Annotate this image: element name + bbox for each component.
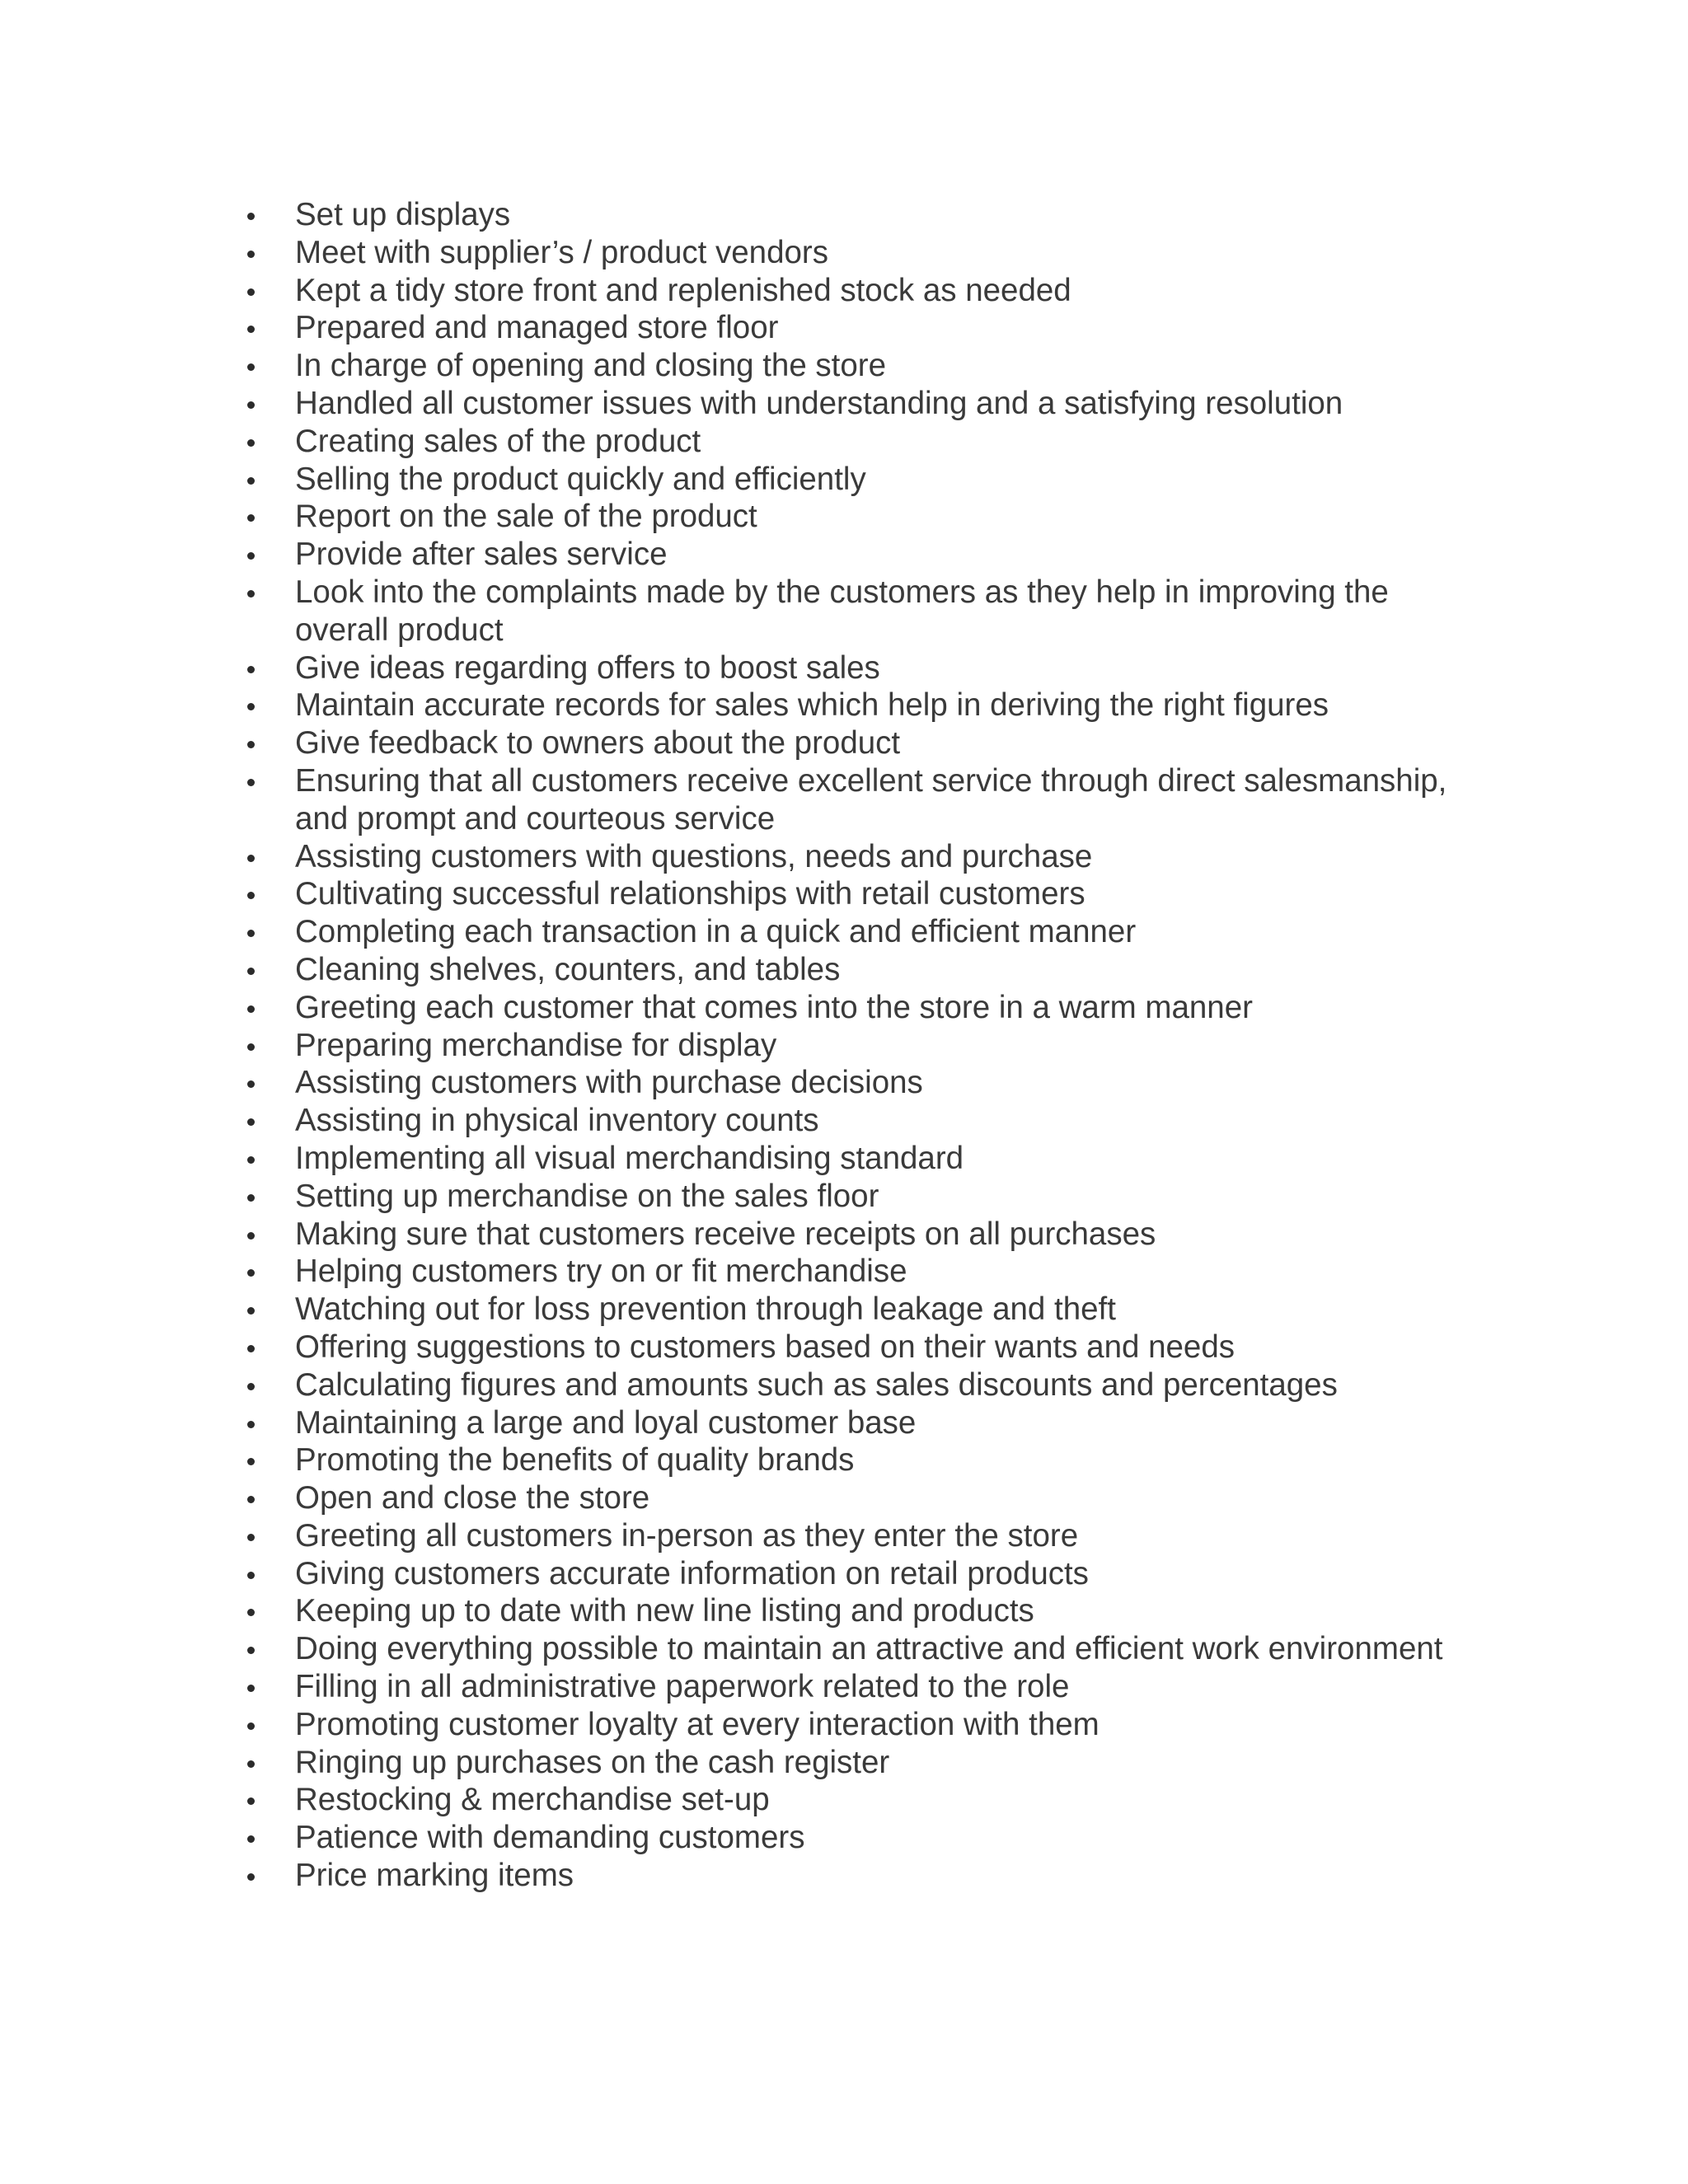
list-item-text: Ensuring that all customers receive excellent service through direct salesmanship, and prompt and courteous service — [295, 762, 1447, 837]
list-item — [241, 1102, 1477, 1140]
list-item-text: Assisting customers with purchase decisions — [295, 1065, 923, 1101]
list-item — [241, 1668, 1477, 1706]
list-item-text: Offering suggestions to customers based on their wants and needs — [295, 1329, 1235, 1365]
list-item — [241, 1706, 1477, 1744]
list-item-text: Open and close the store — [295, 1480, 650, 1516]
list-item-text: Selling the product quickly and efficiently — [295, 461, 866, 497]
list-item-text: Prepared and managed store floor — [295, 310, 779, 346]
list-item — [241, 913, 1477, 951]
bullet-icon — [247, 1534, 255, 1541]
list-item-text: In charge of opening and closing the store — [295, 348, 887, 384]
bullet-icon — [247, 1194, 255, 1202]
list-item-text: Promoting the benefits of quality brands — [295, 1442, 855, 1479]
list-item-text: Look into the complaints made by the customers as they help in improving the overall product — [295, 574, 1389, 648]
list-item-text: Price marking items — [295, 1858, 574, 1894]
list-item-text: Cleaning shelves, counters, and tables — [295, 951, 841, 987]
bullet-icon — [247, 213, 255, 220]
bullet-icon — [247, 1118, 255, 1126]
list-item-text: Promoting customer loyalty at every interaction with them — [295, 1706, 1100, 1742]
list-item-text: Implementing all visual merchandising standard — [295, 1140, 964, 1176]
list-item — [241, 1329, 1477, 1366]
bullet-icon — [247, 855, 255, 862]
list-item — [241, 1441, 1477, 1479]
list-item — [241, 1630, 1477, 1668]
list-item-text: Keeping up to date with new line listing and products — [295, 1593, 1034, 1629]
list-item-text: Set up displays — [295, 197, 511, 232]
list-item — [241, 574, 1477, 649]
list-item — [241, 1291, 1477, 1329]
list-item-text: Maintaining a large and loyal customer base — [295, 1404, 917, 1441]
list-item — [241, 423, 1477, 461]
list-item — [241, 1819, 1477, 1857]
list-item-text: Greeting each customer that comes into the store in a warm manner — [295, 989, 1253, 1025]
list-item-text: Setting up merchandise on the sales floor — [295, 1178, 879, 1214]
list-item — [241, 196, 1477, 234]
list-item-text: Restocking & merchandise set-up — [295, 1782, 770, 1818]
list-item-text: Preparing merchandise for display — [295, 1027, 777, 1063]
bullet-icon — [247, 892, 255, 899]
list-item — [241, 762, 1477, 838]
list-item — [241, 724, 1477, 762]
list-item — [241, 234, 1477, 272]
list-item — [241, 347, 1477, 385]
list-item — [241, 1064, 1477, 1102]
bullet-icon — [247, 703, 255, 710]
bullet-icon — [247, 1005, 255, 1013]
list-item-text: Helping customers try on or fit merchandise — [295, 1254, 907, 1290]
list-item — [241, 1178, 1477, 1216]
list-item-text: Greeting all customers in-person as they enter the store — [295, 1517, 1079, 1554]
bullet-icon — [247, 1080, 255, 1088]
bullet-icon — [247, 666, 255, 673]
duties-bullet-list — [241, 196, 1477, 1895]
list-item-text: Calculating figures and amounts such as sales discounts and percentages — [295, 1366, 1338, 1403]
list-item-text: Handled all customer issues with understanding and a satisfying resolution — [295, 385, 1343, 421]
list-item — [241, 1404, 1477, 1442]
list-item — [241, 1857, 1477, 1895]
list-item-text: Give ideas regarding offers to boost sales — [295, 649, 880, 686]
bullet-icon — [247, 968, 255, 975]
bullet-icon — [247, 1232, 255, 1240]
list-item — [241, 1517, 1477, 1555]
list-item-text: Provide after sales service — [295, 537, 668, 573]
bullet-icon — [247, 326, 255, 333]
list-item-text: Making sure that customers receive receipts on all purchases — [295, 1216, 1156, 1252]
list-item-text: Watching out for loss prevention through leakage and theft — [295, 1291, 1116, 1328]
bullet-icon — [247, 1685, 255, 1692]
bullet-icon — [247, 363, 255, 371]
list-item — [241, 461, 1477, 499]
list-item-text: Report on the sale of the product — [295, 499, 757, 535]
list-item-text: Giving customers accurate information on retail products — [295, 1555, 1089, 1591]
list-item — [241, 1744, 1477, 1782]
list-item — [241, 536, 1477, 574]
bullet-icon — [247, 741, 255, 748]
list-item — [241, 1027, 1477, 1065]
list-item — [241, 838, 1477, 876]
bullet-icon — [247, 1458, 255, 1465]
list-item-text: Completing each transaction in a quick and efficient manner — [295, 914, 1137, 950]
bullet-icon — [247, 1496, 255, 1503]
list-item-text: Kept a tidy store front and replenished stock as needed — [295, 272, 1071, 308]
list-item — [241, 951, 1477, 989]
bullet-icon — [247, 1383, 255, 1390]
list-item — [241, 649, 1477, 687]
list-item — [241, 1253, 1477, 1291]
bullet-icon — [247, 439, 255, 447]
bullet-icon — [247, 1269, 255, 1277]
list-item — [241, 989, 1477, 1027]
list-item-text: Filling in all administrative paperwork related to the role — [295, 1669, 1070, 1705]
list-item-text: Meet with supplier’s / product vendors — [295, 234, 828, 270]
bullet-icon — [247, 930, 255, 937]
list-item — [241, 498, 1477, 536]
bullet-icon — [247, 1797, 255, 1805]
list-item — [241, 1479, 1477, 1517]
list-item — [241, 385, 1477, 423]
bullet-icon — [247, 1345, 255, 1352]
list-item-text: Patience with demanding customers — [295, 1820, 805, 1856]
bullet-icon — [247, 1421, 255, 1428]
list-item — [241, 1555, 1477, 1593]
list-item-text: Assisting customers with questions, needs and purchase — [295, 838, 1093, 874]
bullet-icon — [247, 477, 255, 485]
list-item-text: Ringing up purchases on the cash register — [295, 1744, 890, 1780]
list-item — [241, 1592, 1477, 1630]
list-item — [241, 875, 1477, 913]
list-item — [241, 1216, 1477, 1254]
list-item-text: Creating sales of the product — [295, 423, 701, 459]
bullet-icon — [247, 1307, 255, 1315]
list-item — [241, 309, 1477, 347]
bullet-icon — [247, 1835, 255, 1843]
bullet-icon — [247, 590, 255, 598]
bullet-icon — [247, 251, 255, 258]
bullet-icon — [247, 1609, 255, 1616]
bullet-icon — [247, 1043, 255, 1051]
list-item — [241, 1140, 1477, 1178]
bullet-icon — [247, 1156, 255, 1164]
bullet-icon — [247, 401, 255, 409]
bullet-icon — [247, 552, 255, 560]
list-item — [241, 1366, 1477, 1404]
list-item-text: Maintain accurate records for sales which help in deriving the right figures — [295, 687, 1329, 724]
list-item-text: Assisting in physical inventory counts — [295, 1103, 819, 1139]
list-item-text: Cultivating successful relationships with retail customers — [295, 876, 1085, 912]
list-item-text: Give feedback to owners about the product — [295, 725, 901, 762]
bullet-icon — [247, 288, 255, 296]
bullet-icon — [247, 1647, 255, 1654]
bullet-icon — [247, 1722, 255, 1730]
bullet-icon — [247, 779, 255, 786]
bullet-icon — [247, 514, 255, 522]
bullet-icon — [247, 1873, 255, 1881]
list-item-text: Doing everything possible to maintain an attractive and efficient work environment — [295, 1631, 1443, 1667]
list-item — [241, 687, 1477, 724]
bullet-icon — [247, 1760, 255, 1768]
list-item — [241, 1781, 1477, 1819]
bullet-icon — [247, 1572, 255, 1579]
list-item — [241, 272, 1477, 310]
